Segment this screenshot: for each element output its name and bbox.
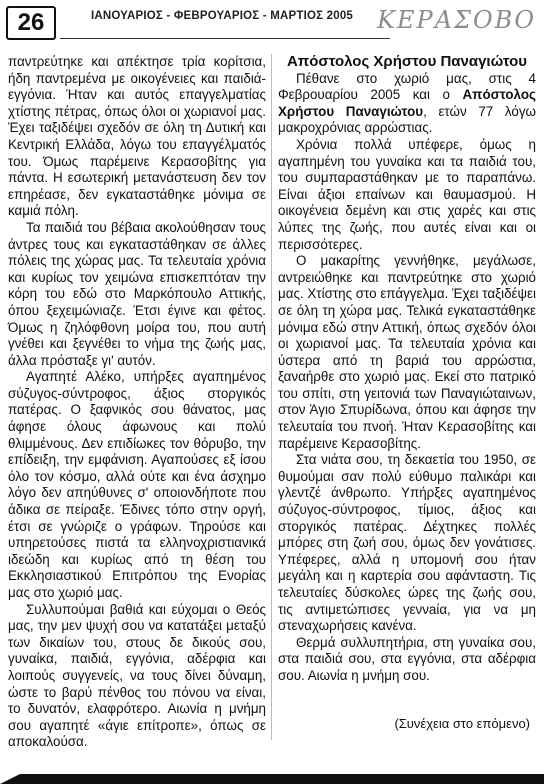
paragraph: Στα νιάτα σου, τη δεκαετία του 1950, σε θυμούμαι σαν πολύ εύθυμο παλικάρι και γλεντζέ άνθρωπο. Υπήρξες αγαπημένος σύζυγος-σύντροφος, τίμιος, άξιος και στοργικός πατέρας. Δέχτηκες πολλές μπόρες στη ζωή σου, όμως δεν γονάτισες. Υπέφερες, αλλά η υπομονή σου ήταν μεγάλη και η καρτερία σου αφάνταστη. Τις τελευταίες δύσκολες ώρες της ζωής σου, τις αντιμετώπισες γεννaία, για να μη στεναχωρήσεις κανένα. — [278, 452, 536, 634]
paragraph: Αγαπητέ Αλέκο, υπήρξες αγαπημένος σύζυγος-σύντροφος, άξιος στοργικός πατέρας. Ο ξαφνικός σου θάνατος, μας άφησε όλους άφωνους και πολύ θλιμμένους. Δεν επιδίωκες τον θόρυβο, την επίδειξη, την εμφάνιση. Αγαπούσες εξ ίσου όλο τον κόσμο, αλλά ούτε και ένα άσχημο λόγο δεν απηύθυνες σ' οποιονδήποτε που άδικα σε πείραξε. Έδινες τόπο στην οργή, έτσι σε γνώριζε ο γράφων. Τηρούσε και υπηρετούσες πιστά τα ελληνοχριστιανικά ιδεώδη και κυρίως από τη θέση του Εκκλησιαστικού Επιτρόπου της Ενορίας μας στο χωριό μας. — [8, 369, 266, 600]
paragraph: Χρόνια πολλά υπέφερε, όμως η αγαπημένη του γυναίκα και τα παιδιά του, του συμπαραστάθηκαν με το παραπάνω. Είναι άξιοι επαίνων και θαυμασμού. Η οικογένεια δεμένη και στις χαρές και στις λύπες της ζωής, που αυτές είναι και οι περισσότερες. — [278, 136, 536, 252]
left-column — [8, 54, 266, 751]
bottom-decoration — [0, 770, 544, 784]
page-header — [0, 0, 544, 52]
header-rule — [60, 38, 390, 39]
article-title: Απόστολος Χρήστου Παναγιώτου — [286, 53, 528, 70]
right-column — [278, 54, 536, 685]
continued-note: (Συνέχεια στο επόμενο) — [394, 716, 530, 731]
paragraph: παντρεύτηκε και απέκτησε τρία κορίτσια, ήδη παντρεμένα με οικογένειες και παιδιά-εγγόνια. Ήταν και αυτός επαγγελματίας χτίστης πέτρας, όπως όλοι οι χωριανοί μας. Έχει ταξιδέψει σχεδόν σε όλη τη Δυτική και Κεντρική Ελλάδα, λόγω του επαγγέλματός του. Όμως παρέμεινε Κερασοβίτης για πάντα. Η εσωτερική μετανάστευση δεν τον επηρέασε, δεν εγκαταστάθηκε μόνιμα σε καμιά πόλη. — [8, 54, 266, 219]
masthead-logo: ΚΕΡΑΣΟΒΟ — [377, 6, 536, 34]
column-divider — [271, 54, 272, 740]
paragraph: Θερμά συλλυπητήρια, στη γυναίκα σου, στα παιδιά σου, στα εγγόνια, στα αδέρφια σου. Αιωνία η μνήμη σου. — [278, 634, 536, 683]
paragraph: Συλλυπούμαι βαθιά και εύχομαι ο Θεός μας, την μεν ψυχή σου να κατατάξει μεταξύ των δικαίων του, στους δε δικούς σου, γυναίκα, παιδιά, εγγόνια, αδέρφια και λοιπούς συγγενείς, να τους δίνει δύναμη, ώστε το βαρύ πένθος του πόνου να είναι, το δυνατόν, ελαφρότερο. Αιωνία η μνήμη σου αγαπητέ «άγιε επίτροπε», όπως σε αποκαλούσα. — [8, 601, 266, 750]
issue-date: ΙΑΝΟΥΑΡΙΟΣ - ΦΕΒΡΟΥΑΡΙΟΣ - ΜΑΡΤΙΟΣ 2005 — [90, 10, 354, 22]
page-number: 26 — [6, 6, 56, 40]
deceased-name: Απόστολος Χρήστου Παναγιώτου — [278, 87, 536, 119]
paragraph: Ο μακαρίτης γεννήθηκε, μεγάλωσε, αντρειώθηκε και παντρεύτηκε στο χωριό μας. Χτίστης στο επάγγελμα. Έχει ταξιδέψει σε όλη τη χώρα μας. Τελικά εγκαταστάθηκε μόνιμα εδώ στην Αττική, όπως σχεδόν όλοι οι χωριανοί μας. Τα τελευταία χρόνια και ύστερα από τη βαριά του αρρώστια, ξαναήρθε στο χωριό μας. Εκεί στο πατρικό του σπίτι, στη γειτονιά των Παναγιώταινων, στον Άγιο Σπυρίδωνα, όπου και άφησε την τελευταία του πνοή. Ήταν Κερασοβίτης και παρέμεινε Κερασοβίτης. — [278, 253, 536, 451]
paragraph — [278, 71, 536, 137]
paragraph: Τα παιδιά του βέβαια ακολούθησαν τους άντρες τους και εγκαταστάθηκαν σε άλλες πόλεις της χώρας μας. Τα τελευταία χρόνια και κυρίως τον χειμώνα επισκεπτόταν την κόρη του εδώ στο Μαρκόπουλο Αττικής, όπου ξεχειμώνιαζε. Έτσι έγινε και φέτος. Όμως η ζηλόφθονη μοίρα του, που αυτή γνέθει και ξεγνέθει το νήμα της ζωής μας, άλλα πρόσταξε γι' αυτόν. — [8, 219, 266, 368]
paragraph-text: Πέθανε στο χωριό μας, στις 4 Φεβρουαρίου 2005 και ο — [278, 70, 536, 103]
paragraph-text: , ετών 77 λόγω μακροχρόνιας αρρώστιας. — [278, 103, 536, 136]
